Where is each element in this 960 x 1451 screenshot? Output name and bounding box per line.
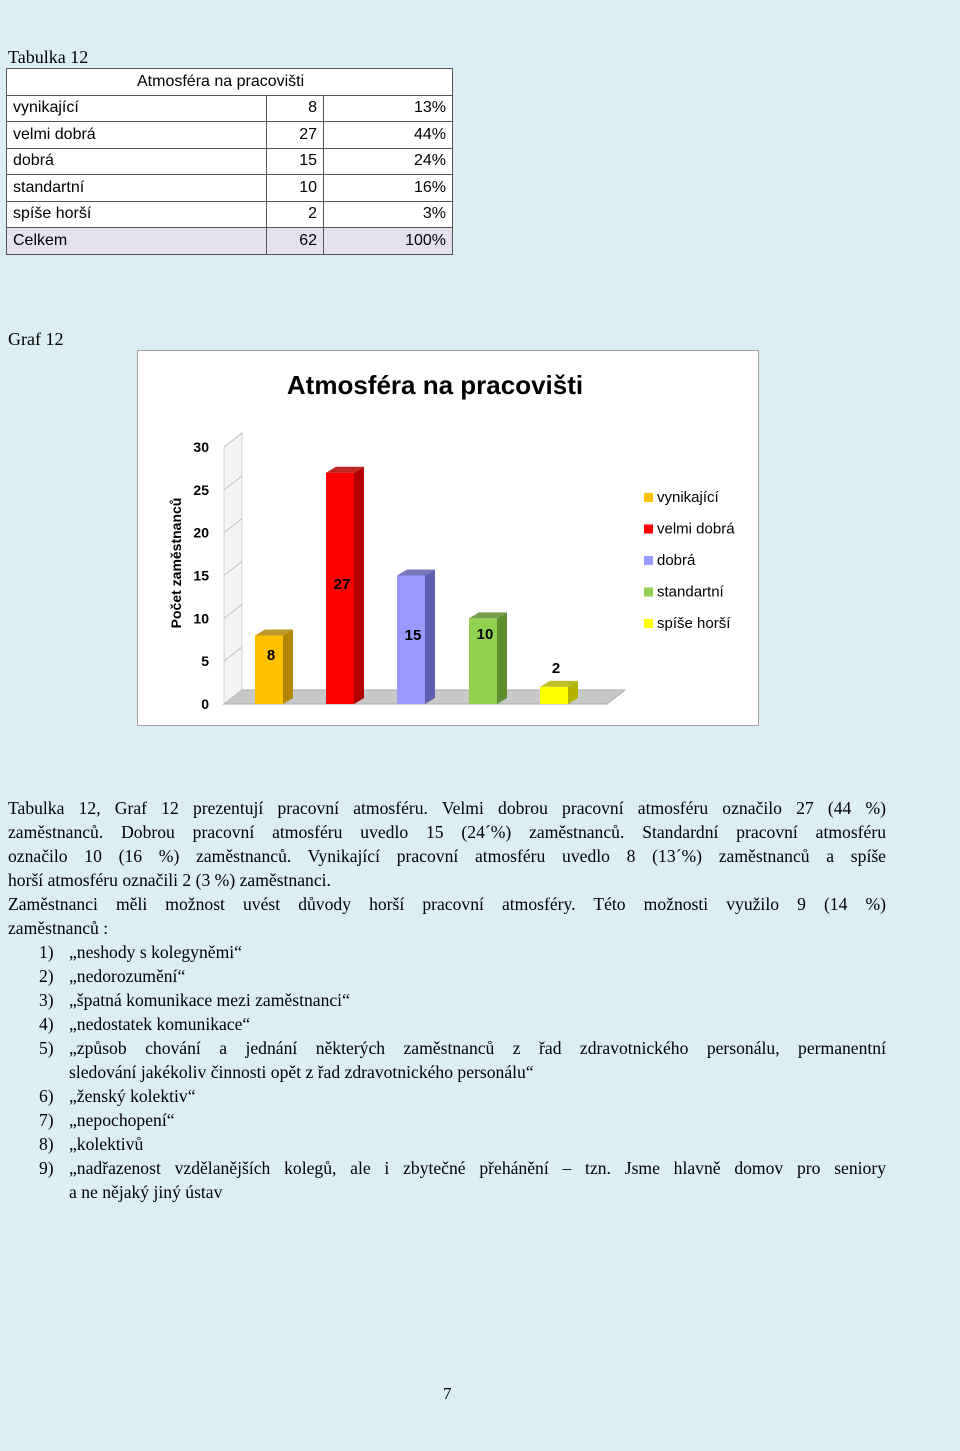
chart-title: Atmosféra na pracovišti — [286, 370, 584, 400]
list-item-text: „způsob chování a jednání některých zaměstnanců z řad zdravotnického personálu, permanentní — [69, 1038, 886, 1058]
table-title: Atmosféra na pracovišti — [7, 69, 453, 96]
total-count: 62 — [267, 228, 324, 255]
row-count: 27 — [267, 122, 324, 149]
text-line: zaměstnanců. Dobrou pracovní atmosféru uvedlo 15 (24´%) zaměstnanců. Standardní pracovní atmosféru — [8, 822, 886, 842]
list-item-text: a ne nějaký jiný ústav — [69, 1182, 223, 1202]
legend-label: standartní — [657, 583, 724, 601]
data-label: 8 — [266, 647, 276, 664]
bar-standartní — [469, 612, 507, 704]
list-item-number: 7) — [39, 1110, 54, 1130]
list-item-text: „nedostatek komunikace“ — [69, 1014, 251, 1034]
legend-swatch — [644, 556, 653, 565]
list-item — [39, 1036, 886, 1084]
y-axis-label: Počet zaměstnanců — [168, 497, 184, 629]
legend-label: vynikající — [657, 489, 719, 506]
page-number: 7 — [443, 1384, 452, 1403]
row-count: 8 — [267, 95, 324, 122]
total-label: Celkem — [7, 228, 267, 255]
legend-swatch — [644, 493, 653, 502]
y-tick-label: 0 — [201, 696, 209, 712]
row-count: 15 — [267, 148, 324, 175]
data-label: 2 — [551, 660, 561, 677]
list-item-number: 3) — [39, 990, 54, 1010]
list-item-text: „špatná komunikace mezi zaměstnanci“ — [69, 990, 350, 1010]
bar-chart — [137, 350, 759, 726]
row-percent: 16% — [324, 175, 453, 202]
paragraph-summary — [8, 796, 886, 892]
row-percent: 13% — [324, 95, 453, 122]
row-label: dobrá — [7, 148, 267, 175]
list-item-number: 6) — [39, 1086, 54, 1106]
row-label: spíše horší — [7, 201, 267, 228]
legend-swatch — [644, 619, 653, 628]
y-tick-label: 5 — [201, 653, 209, 670]
text-line: zaměstnanců : — [8, 918, 109, 938]
y-tick-label: 15 — [193, 567, 209, 584]
list-item — [39, 1108, 886, 1132]
text-line: označilo 10 (16 %) zaměstnanců. Vynikající pracovní atmosféru uvedlo 8 (13´%) zaměstnanců a spíše — [8, 846, 886, 866]
data-label: 10 — [476, 626, 494, 643]
y-tick-label: 20 — [193, 524, 209, 541]
data-label: 27 — [333, 576, 351, 593]
list-item — [39, 1012, 886, 1036]
list-item-number: 1) — [39, 942, 54, 962]
table-row — [7, 95, 453, 122]
bar-side — [425, 570, 435, 705]
legend-swatch — [644, 588, 653, 597]
text-line: Zaměstnanci měli možnost uvést důvody horší pracovní atmosféry. Této možnosti využilo 9 (14 %) — [8, 894, 886, 914]
y-tick-label: 10 — [193, 610, 209, 627]
graph-caption: Graf 12 — [8, 329, 64, 349]
y-tick-label: 25 — [193, 481, 209, 498]
list-item-text: „neshody s kolegyněmi“ — [69, 942, 242, 962]
table-caption: Tabulka 12 — [8, 47, 89, 67]
list-item — [39, 988, 886, 1012]
table-row — [7, 122, 453, 149]
y-tick-label: 30 — [193, 439, 209, 455]
row-count: 2 — [267, 201, 324, 228]
data-label: 15 — [404, 627, 422, 644]
table-total-row — [7, 228, 453, 255]
legend-label: dobrá — [657, 552, 696, 569]
list-item-number: 2) — [39, 966, 54, 986]
bar-dobrá — [397, 570, 435, 705]
bar-side — [354, 467, 364, 704]
legend-swatch — [644, 525, 653, 534]
bar-velmi-dobrá — [326, 467, 364, 704]
row-count: 10 — [267, 175, 324, 202]
row-label: vynikající — [7, 95, 267, 122]
row-percent: 44% — [324, 122, 453, 149]
list-item-number: 4) — [39, 1014, 54, 1034]
list-item — [39, 1132, 886, 1156]
bar-face — [540, 687, 568, 704]
list-item-text: „nadřazenost vzdělanějších kolegů, ale i zbytečné přehánění – tzn. Jsme hlavně domov pro seniory — [69, 1158, 886, 1178]
total-percent: 100% — [324, 228, 453, 255]
list-item-text: „ženský kolektiv“ — [69, 1086, 196, 1106]
list-item-text: „nedorozumění“ — [69, 966, 186, 986]
bar-side — [497, 612, 507, 704]
legend-label: velmi dobrá — [657, 520, 735, 538]
table-row — [7, 175, 453, 202]
list-item-number: 5) — [39, 1038, 54, 1058]
row-percent: 24% — [324, 148, 453, 175]
atmosphere-table — [6, 68, 453, 255]
legend-label: spíše horší — [657, 615, 731, 632]
list-item-number: 8) — [39, 1134, 54, 1154]
table-row — [7, 148, 453, 175]
text-line: horší atmosféru označili 2 (3 %) zaměstnanci. — [8, 870, 331, 890]
list-item-text: „kolektivů — [69, 1134, 144, 1154]
list-item — [39, 1084, 886, 1108]
paragraph-reasons — [8, 892, 886, 940]
table-row — [7, 201, 453, 228]
row-label: velmi dobrá — [7, 122, 267, 149]
row-percent: 3% — [324, 201, 453, 228]
bar-side — [283, 629, 293, 704]
row-label: standartní — [7, 175, 267, 202]
list-item — [39, 964, 886, 988]
bar-face — [255, 635, 283, 704]
reasons-list — [39, 940, 886, 1204]
bar-vynikající — [255, 629, 293, 704]
list-item — [39, 940, 886, 964]
list-item-text: „nepochopení“ — [69, 1110, 175, 1130]
list-item-number: 9) — [39, 1158, 54, 1178]
list-item — [39, 1156, 886, 1204]
list-item-text: sledování jakékoliv činnosti opět z řad zdravotnického personálu“ — [69, 1062, 534, 1082]
text-line: Tabulka 12, Graf 12 prezentují pracovní atmosféru. Velmi dobrou pracovní atmosféru označilo 27 (44 %) — [8, 798, 886, 818]
